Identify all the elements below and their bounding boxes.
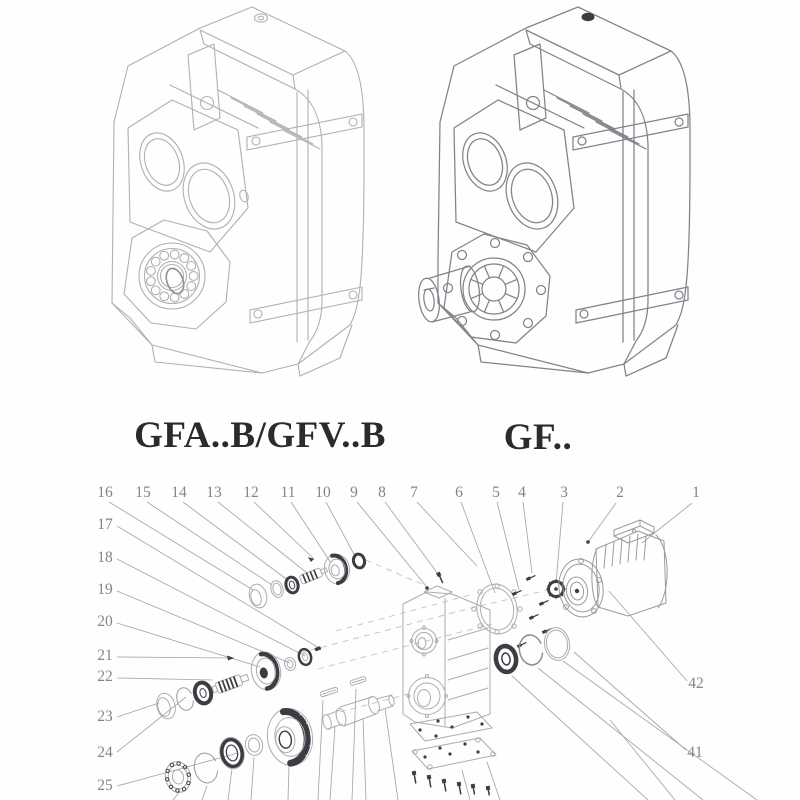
- callout-23: 23: [97, 708, 113, 725]
- callout-41: 41: [687, 744, 703, 761]
- callout-12: 12: [243, 484, 259, 501]
- model-label-right: GF..: [503, 417, 573, 458]
- part-locknut: [352, 553, 366, 569]
- part-snap-ring: [269, 579, 285, 599]
- callout-21: 21: [97, 647, 113, 664]
- hollow-shaft-bearing: [139, 243, 205, 309]
- leader-arrowheads: [227, 540, 590, 660]
- exploded-diagram: [97, 484, 757, 800]
- part-washer: [283, 656, 297, 671]
- part-output-gear: [264, 705, 320, 768]
- part-bearing: [193, 681, 214, 705]
- callout-10: 10: [315, 484, 331, 501]
- callout-42: 42: [688, 675, 704, 692]
- part-end-cap: [247, 582, 270, 610]
- callout-2: 2: [616, 484, 624, 501]
- leader-lines: [109, 502, 757, 800]
- callout-20: 20: [97, 613, 113, 630]
- part-gasket: [410, 712, 492, 741]
- output-shaft-assembly: [162, 676, 395, 795]
- part-bearing: [297, 648, 313, 667]
- part-bearing: [494, 644, 518, 673]
- terminal-box: [614, 520, 654, 543]
- callout-25: 25: [97, 777, 113, 794]
- callout-18: 18: [97, 549, 113, 566]
- callout-8: 8: [378, 484, 386, 501]
- callout-3: 3: [560, 484, 568, 501]
- callout-numbers: [97, 484, 704, 794]
- part-oil-seal: [217, 735, 247, 771]
- model-label-left: GFA..B/GFV..B: [134, 415, 386, 456]
- input-flange-cluster: [472, 574, 572, 673]
- callout-13: 13: [206, 484, 222, 501]
- part-motor: [555, 520, 667, 620]
- input-bores: [455, 127, 567, 237]
- callout-1: 1: [692, 484, 700, 501]
- part-bolt: [436, 572, 444, 584]
- callout-17: 17: [97, 516, 113, 533]
- callout-6: 6: [455, 484, 463, 501]
- part-pinion-shaft: [211, 672, 250, 695]
- part-ball-bearing: [162, 759, 193, 795]
- part-bearing: [284, 576, 300, 595]
- callout-19: 19: [97, 581, 113, 598]
- callout-7: 7: [410, 484, 418, 501]
- drawing-gf: [416, 7, 690, 376]
- part-snap-ring: [192, 751, 220, 785]
- part-key: [350, 676, 367, 686]
- oil-plug: [255, 14, 268, 22]
- upper-shaft-assembly: [247, 552, 366, 610]
- callout-16: 16: [97, 484, 113, 501]
- part-cover-plate: [412, 738, 496, 769]
- drawing-gfa-gfv: [112, 7, 364, 376]
- callout-11: 11: [280, 484, 296, 501]
- part-cover-bolts: [412, 771, 492, 796]
- input-bores: [132, 127, 244, 237]
- part-snap-ring: [174, 686, 195, 712]
- callout-4: 4: [518, 484, 526, 501]
- callout-22: 22: [97, 668, 113, 685]
- part-gear: [248, 650, 283, 692]
- oil-plug: [582, 13, 595, 21]
- part-retaining-ring: [517, 633, 544, 666]
- callout-24: 24: [97, 744, 113, 761]
- callout-9: 9: [350, 484, 358, 501]
- output-flange: [444, 234, 551, 343]
- callout-15: 15: [135, 484, 151, 501]
- part-washer: [244, 733, 265, 757]
- callout-14: 14: [171, 484, 187, 501]
- part-flange-gasket: [472, 581, 522, 637]
- callout-5: 5: [492, 484, 500, 501]
- part-key: [320, 687, 339, 697]
